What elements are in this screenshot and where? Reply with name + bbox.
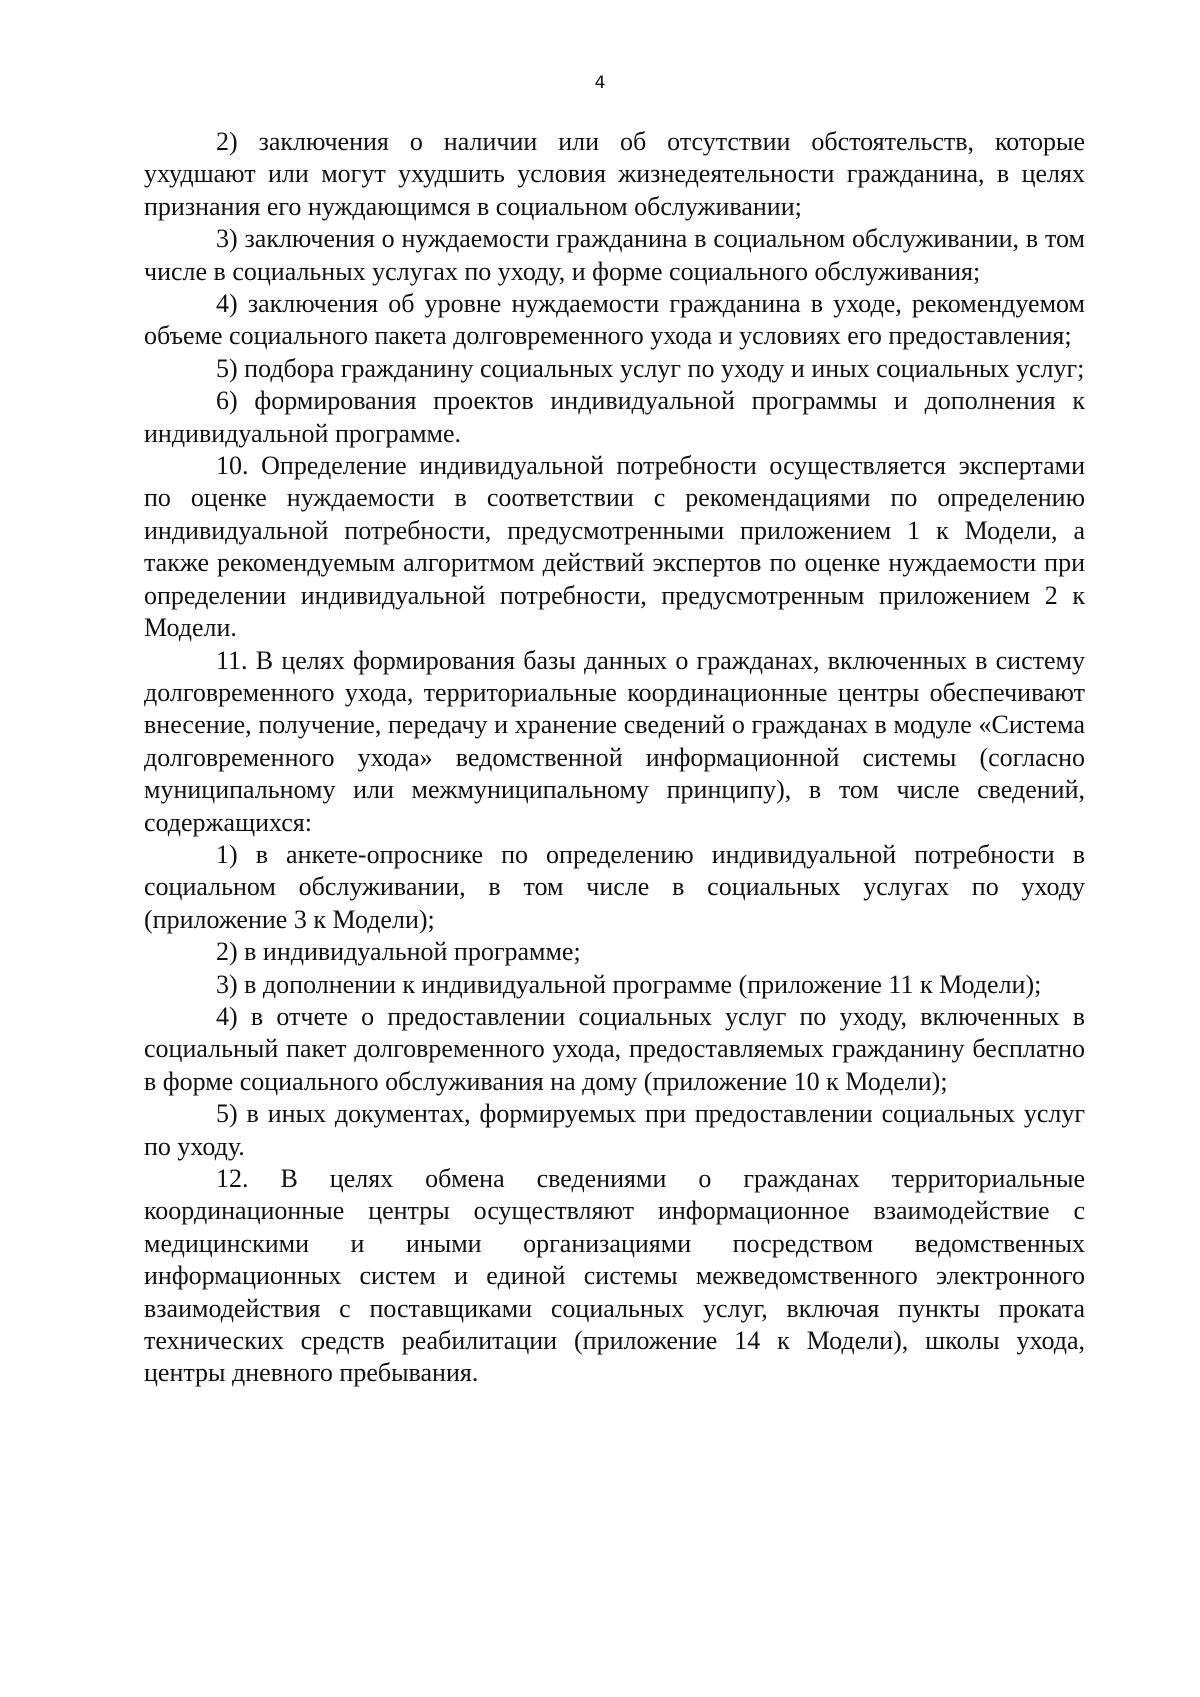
document-body [144, 126, 1085, 1390]
paragraph-clause-11-item-2: 2) в индивидуальной программе; [216, 937, 581, 967]
paragraph-clause-12: 12. В целях обмена сведениями о гражданах территориальные координационные центры осуществляют информационное взаимодействие с медицинскими и иными организациями посредством ведомственных информационных систем и единой системы межведомственного электронного взаимодействия с поставщиками социальных услуг, включая пункты проката технических средств реабилитации (приложение 14 к Модели), школы ухода, центры дневного пребывания. [144, 1164, 1085, 1388]
paragraph-item-2-conclusions-circumstances: 2) заключения о наличии или об отсутствии обстоятельств, которые ухудшают или могут ухудшить условия жизнедеятельности гражданина, в целях признания его нуждающимся в социальном обслуживании; [144, 127, 1085, 221]
paragraph-item-5-selection-services: 5) подбора гражданину социальных услуг по уходу и иных социальных услуг; [216, 353, 1085, 383]
paragraph-clause-11-item-4: 4) в отчете о предоставлении социальных услуг по уходу, включенных в социальный пакет долговременного ухода, предоставляемых гражданину бесплатно в форме социального обслуживания на дому (приложение 10 к Модели); [144, 1001, 1085, 1096]
paragraph-item-4-conclusions-care-level: 4) заключения об уровне нуждаемости гражданина в уходе, рекомендуемом объеме социального пакета долговременного ухода и условиях его предоставления; [144, 289, 1085, 351]
paragraph-clause-10: 10. Определение индивидуальной потребности осуществляется экспертами по оценке нуждаемости в соответствии с рекомендациями по определению индивидуальной потребности, предусмотренными приложением 1 к Модели, а также рекомендуемым алгоритмом действий экспертов по оценке нуждаемости при определении индивидуальной потребности, предусмотренным приложением 2 к Модели. [144, 451, 1085, 643]
paragraph-clause-11-item-5: 5) в иных документах, формируемых при предоставлении социальных услуг по уходу. [144, 1099, 1085, 1161]
paragraph-clause-11-item-1: 1) в анкете-опроснике по определению индивидуальной потребности в социальном обслуживании, в том числе в социальных услугах по уходу (приложение 3 к Модели); [144, 839, 1085, 934]
paragraph-clause-11-item-3: 3) в дополнении к индивидуальной программе (приложение 11 к Модели); [216, 969, 1042, 999]
page-number: 4 [594, 73, 606, 93]
paragraph-clause-11: 11. В целях формирования базы данных о гражданах, включенных в систему долговременного ухода, территориальные координационные центры обеспечивают внесение, получение, передачу и хранение сведений о гражданах в модуле «Система долговременного ухода» ведомственной информационной системы (согласно муниципальному или межмуниципальному принципу), в том числе сведений, содержащихся: [144, 645, 1085, 837]
paragraph-item-6-program-drafts: 6) формирования проектов индивидуальной программы и дополнения к индивидуальной программе. [144, 386, 1085, 448]
paragraph-item-3-conclusions-need: 3) заключения о нуждаемости гражданина в социальном обслуживании, в том числе в социальных услугах по уходу, и форме социального обслуживания; [144, 224, 1085, 286]
